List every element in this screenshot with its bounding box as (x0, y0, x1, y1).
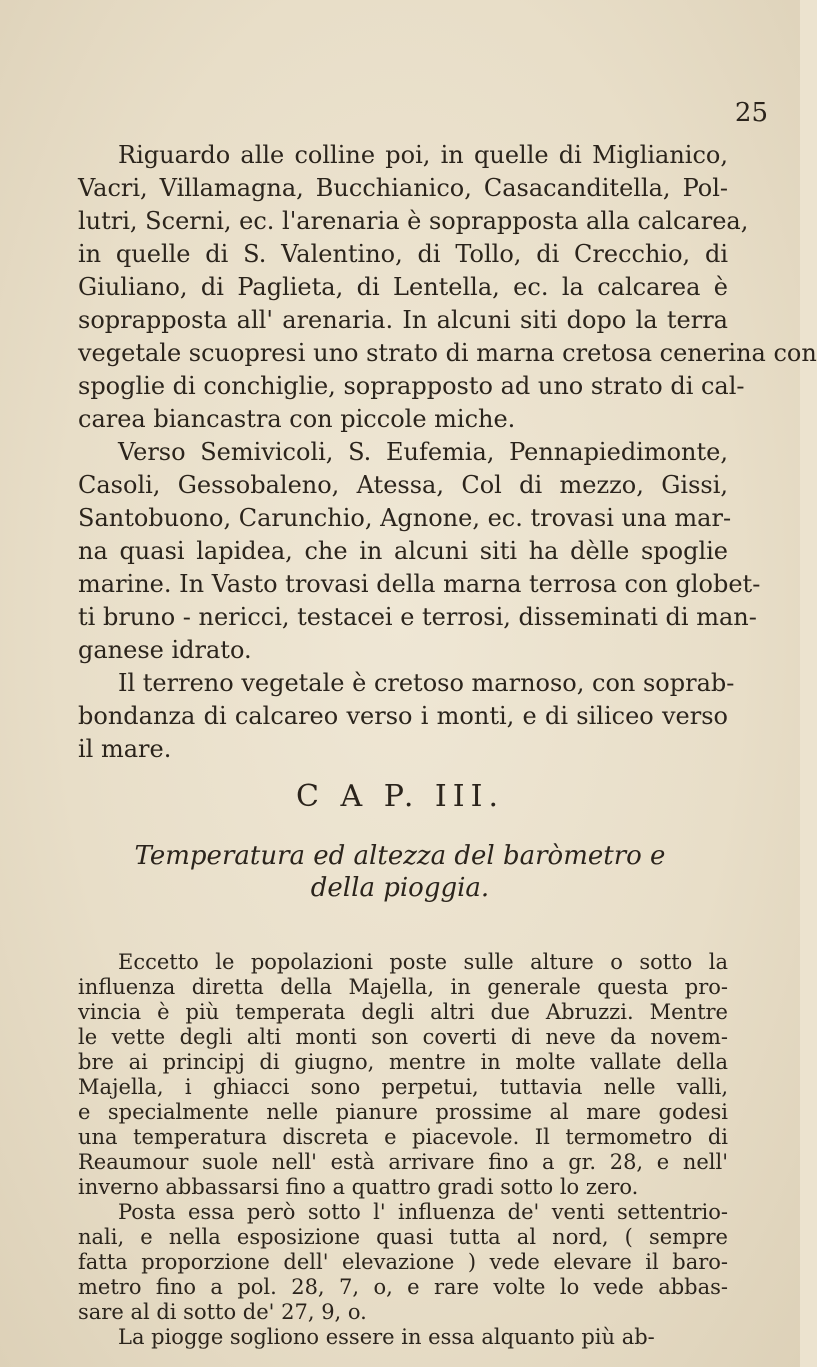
text-line: Vacri, Villamagna, Bucchianico, Casacanditella, Pol- (78, 174, 728, 202)
text-line: sare al di sotto de' 27, 9, o. (78, 1300, 367, 1324)
text-line: Casoli, Gessobaleno, Atessa, Col di mezzo, Gissi, (78, 471, 728, 499)
text-line: e specialmente nelle pianure prossime al mare godesi (78, 1100, 728, 1124)
text-line: bre ai principj di giugno, mentre in molte vallate della (78, 1050, 728, 1074)
text-line: influenza diretta della Majella, in generale questa pro- (78, 975, 728, 999)
text-line: La piogge sogliono essere in essa alquanto più ab- (118, 1325, 655, 1349)
text-line: fatta proporzione dell' elevazione ) vede elevare il baro- (78, 1250, 728, 1274)
text-line: vegetale scuopresi uno strato di marna cretosa cenerina con (78, 339, 817, 367)
text-line: Reaumour suole nell' està arrivare fino a gr. 28, e nell' (78, 1150, 728, 1174)
text-line: bondanza di calcareo verso i monti, e di siliceo verso (78, 702, 728, 730)
page-number: 25 (734, 98, 768, 128)
text-line: una temperatura discreta e piacevole. Il termometro di (78, 1125, 728, 1149)
text-line: Majella, i ghiacci sono perpetui, tuttavia nelle valli, (78, 1075, 728, 1099)
text-line: ganese idrato. (78, 636, 252, 664)
text-line: Eccetto le popolazioni poste sulle alture o sotto la (118, 950, 728, 974)
text-line: metro fino a pol. 28, 7, o, e rare volte lo vede abbas- (78, 1275, 728, 1299)
text-line: vincia è più temperata degli altri due Abruzzi. Mentre (78, 1000, 728, 1024)
text-line: il mare. (78, 735, 172, 763)
text-line: ti bruno - nericci, testacei e terrosi, disseminati di man- (78, 603, 757, 631)
text-line: na quasi lapidea, che in alcuni siti ha dèlle spoglie (78, 537, 728, 565)
text-line: le vette degli alti monti son coverti di neve da novem- (78, 1025, 728, 1049)
text-line: Riguardo alle colline poi, in quelle di Miglianico, (118, 141, 728, 169)
chapter-title-line-2: della pioggia. (310, 873, 490, 903)
chapter-title-line-1: Temperatura ed altezza del baròmetro e (134, 841, 666, 871)
text-line: marine. In Vasto trovasi della marna terrosa con globet- (78, 570, 761, 598)
text-line: Posta essa però sotto l' influenza de' venti settentrio- (118, 1200, 728, 1224)
text-line: spoglie di conchiglie, soprapposto ad uno strato di cal- (78, 372, 745, 400)
text-line: Giuliano, di Paglieta, di Lentella, ec. la calcarea è (78, 273, 728, 301)
text-line: carea biancastra con piccole miche. (78, 405, 516, 433)
text-line: Verso Semivicoli, S. Eufemia, Pennapiedimonte, (118, 438, 728, 466)
text-line: inverno abbassarsi fino a quattro gradi sotto lo zero. (78, 1175, 639, 1199)
text-line: soprapposta all' arenaria. In alcuni siti dopo la terra (78, 306, 728, 334)
text-line: Santobuono, Carunchio, Agnone, ec. trovasi una mar- (78, 504, 732, 532)
text-line: in quelle di S. Valentino, di Tollo, di Crecchio, di (78, 240, 728, 268)
text-line: lutri, Scerni, ec. l'arenaria è soprapposta alla calcarea, (78, 207, 749, 235)
text-line: nali, e nella esposizione quasi tutta al nord, ( sempre (78, 1225, 728, 1249)
chapter-heading: C A P. III. (296, 779, 504, 814)
text-line: Il terreno vegetale è cretoso marnoso, con soprab- (118, 669, 735, 697)
